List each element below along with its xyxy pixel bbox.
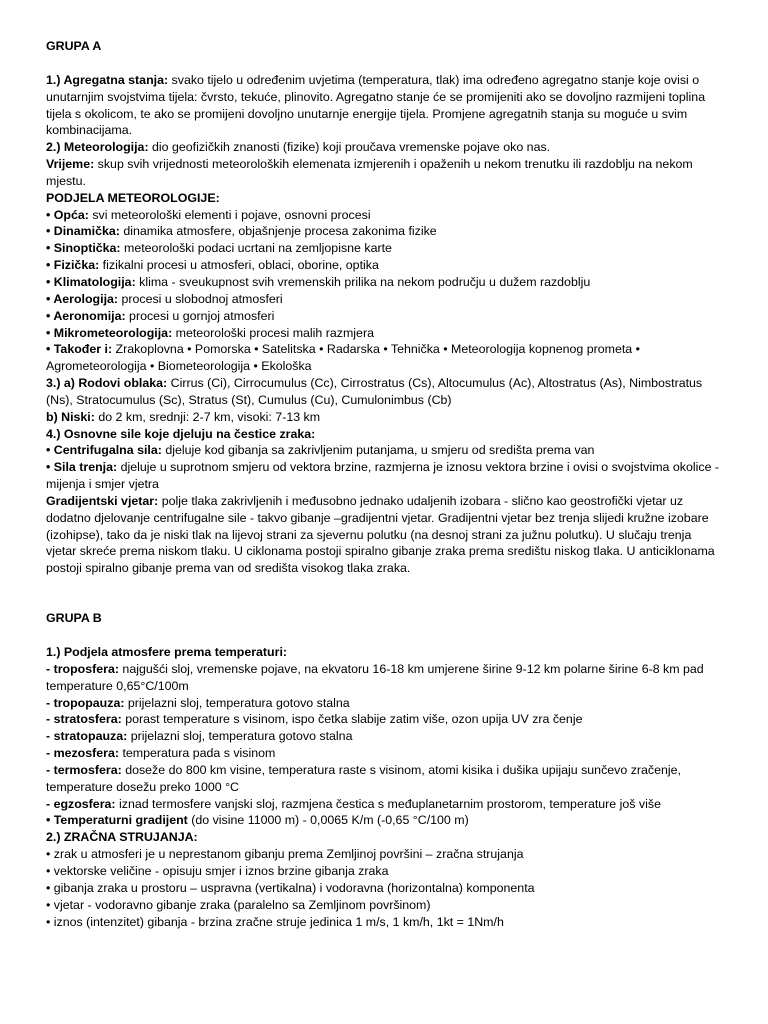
division-item: • Sinoptička: meteorološki podaci ucrtani na zemljopisne karte xyxy=(46,241,392,256)
label-meteorology: 2.) Meteorologija: xyxy=(46,140,149,155)
layer-item: - mezosfera: temperatura pada s visinom xyxy=(46,746,276,761)
layer-item: - stratopauza: prijelazni sloj, temperatura gotovo stalna xyxy=(46,729,353,744)
layer-item: • Temperaturni gradijent (do visine 11000 m) - 0,0065 K/m (-0,65 °C/100 m) xyxy=(46,813,469,828)
division-item: • Aeronomija: procesi u gornjoj atmosferi xyxy=(46,308,275,323)
current-item: • vjetar - vodoravno gibanje zraka (paralelno sa Zemljinom površinom) xyxy=(46,897,431,912)
text-meteorology: dio geofizičkih znanosti (fizike) koji proučava vremenske pojave oko nas. xyxy=(148,140,551,155)
division-item: • Mikrometeorologija: meteorološki procesi malih razmjera xyxy=(46,325,374,340)
division-list xyxy=(46,207,722,375)
division-heading: PODJELA METEOROLOGIJE: xyxy=(46,190,220,205)
current-item: • vektorske veličine - opisuju smjer i iznos brzine gibanja zraka xyxy=(46,863,389,878)
text-weather: skup svih vrijednosti meteoroloških elemenata izmjerenih i opaženih u nekom trenutku ili razdoblju na nekom mjestu. xyxy=(46,157,693,188)
label-aggregate-states: 1.) Agregatna stanja: xyxy=(46,72,169,87)
air-currents-list xyxy=(46,846,722,930)
paragraph-weather xyxy=(46,156,722,190)
atmosphere-layers-heading: 1.) Podjela atmosfere prema temperaturi: xyxy=(46,645,288,659)
paragraph-friction: • Sila trenja: djeluje u suprotnom smjeru od vektora brzine, razmjerna je iznosu vektora brzine i ovisi o svojstvima okolice - mijenja i smjer vjetra xyxy=(46,460,720,492)
forces-heading: 4.) Osnovne sile koje djeluju na čestice zraka: xyxy=(46,426,316,441)
air-currents-heading: 2.) ZRAČNA STRUJANJA: xyxy=(46,830,198,845)
group-a-heading: GRUPA A xyxy=(46,39,102,53)
paragraph-gradient-wind: Gradijentski vjetar: polje tlaka zakrivljenih i međusobno jednako udaljenih izobara - slično kao geostrofički vjetar uz dodatno djelovanje centrifugalne sile - takvo gibanje –gradijentni vjetar. Gradijentni vjetar bez trenja slijedi kružne izobare (izohipse), tako da je niski tlak na lijevoj strani za sjevernu polutku (na desnoj strani za južnu polutku). U slučaju trenja vjetar skreće prema niskom tlaku. U ciklonama postoji spiralno gibanje zraka prema središtu niskog tlaka. U anticiklonama postoji spiralno gibanje prema van od središta visokog tlaka zraka. xyxy=(46,493,715,576)
division-item: • Također i: Zrakoplovna • Pomorska • Satelitska • Radarska • Tehnička • Meteorologija kopnenog prometa • Agrometeorologija • Biometeorologija • Ekološka xyxy=(46,342,640,374)
paragraph-aggregate-states xyxy=(46,72,722,139)
layer-item: - egzosfera: iznad termosfere vanjski sloj, razmjena čestica s međuplanetarnim prostorom, temperature još više xyxy=(46,796,661,811)
division-item: • Aerologija: procesi u slobodnoj atmosferi xyxy=(46,291,283,306)
group-b-heading: GRUPA B xyxy=(46,611,102,626)
paragraph-cloud-genera: 3.) a) Rodovi oblaka: Cirrus (Ci), Cirrocumulus (Cc), Cirrostratus (Cs), Altocumulus (Ac), Altostratus (As), Nimbostratus (Ns), Stratocumulus (Sc), Stratus (St), Cumulus (Cu), Cumulonimbus (Cb) xyxy=(46,376,703,407)
division-item: • Fizička: fizikalni procesi u atmosferi, oblaci, oborine, optika xyxy=(46,258,379,273)
division-item: • Opća: svi meteorološki elementi i pojave, osnovni procesi xyxy=(46,207,371,222)
layer-item: - tropopauza: prijelazni sloj, temperatura gotovo stalna xyxy=(46,695,350,710)
layer-item: - termosfera: doseže do 800 km visine, temperatura raste s visinom, atomi kisika i dušika upijaju sunčevo zračenje, temperature dosežu preko 1000 °C xyxy=(46,762,681,794)
current-item: • iznos (intenzitet) gibanja - brzina zračne struje jedinica 1 m/s, 1 km/h, 1kt = 1Nm/h xyxy=(46,914,504,929)
layer-item: - troposfera: najgušći sloj, vremenske pojave, na ekvatoru 16-18 km umjerene širine 9-12 km polarne širine 6-8 km pad temperature 0,65°C/100m xyxy=(46,661,704,693)
paragraph-meteorology xyxy=(46,139,722,156)
text-aggregate-states: svako tijelo u određenim uvjetima (temperatura, tlak) ima određeno agregatno stanje koje ovisi o unutarnjim svojstvima tijela: čvrsto, tekuće, plinovito. Agregatno stanje će se promijeniti ako se dovoljno razmijeni toplina tijela s okolicom, te ako se promijeni dovoljno unutarnje energije tijela. Promjene agregatnih stanja su moguće u svim kombinacijama. xyxy=(46,72,706,138)
paragraph-cloud-heights: b) Niski: do 2 km, srednji: 2-7 km, visoki: 7-13 km xyxy=(46,409,321,424)
document-page xyxy=(46,38,722,930)
layer-item: - stratosfera: porast temperature s visinom, ispo četka slabije zatim više, ozon upija UV zra čenje xyxy=(46,712,583,727)
division-item: • Klimatologija: klima - sveukupnost svih vremenskih prilika na nekom području u dužem razdoblju xyxy=(46,274,591,289)
current-item: • zrak u atmosferi je u neprestanom gibanju prema Zemljinoj površini – zračna strujanja xyxy=(46,847,524,862)
current-item: • gibanja zraka u prostoru – uspravna (vertikalna) i vodoravna (horizontalna) komponenta xyxy=(46,880,535,895)
division-item: • Dinamička: dinamika atmosfere, objašnjenje procesa zakonima fizike xyxy=(46,224,437,239)
label-weather: Vrijeme: xyxy=(46,157,95,172)
atmosphere-layers-list xyxy=(46,661,722,829)
paragraph-centrifugal: • Centrifugalna sila: djeluje kod gibanja sa zakrivljenim putanjama, u smjeru od središta prema van xyxy=(46,443,595,458)
